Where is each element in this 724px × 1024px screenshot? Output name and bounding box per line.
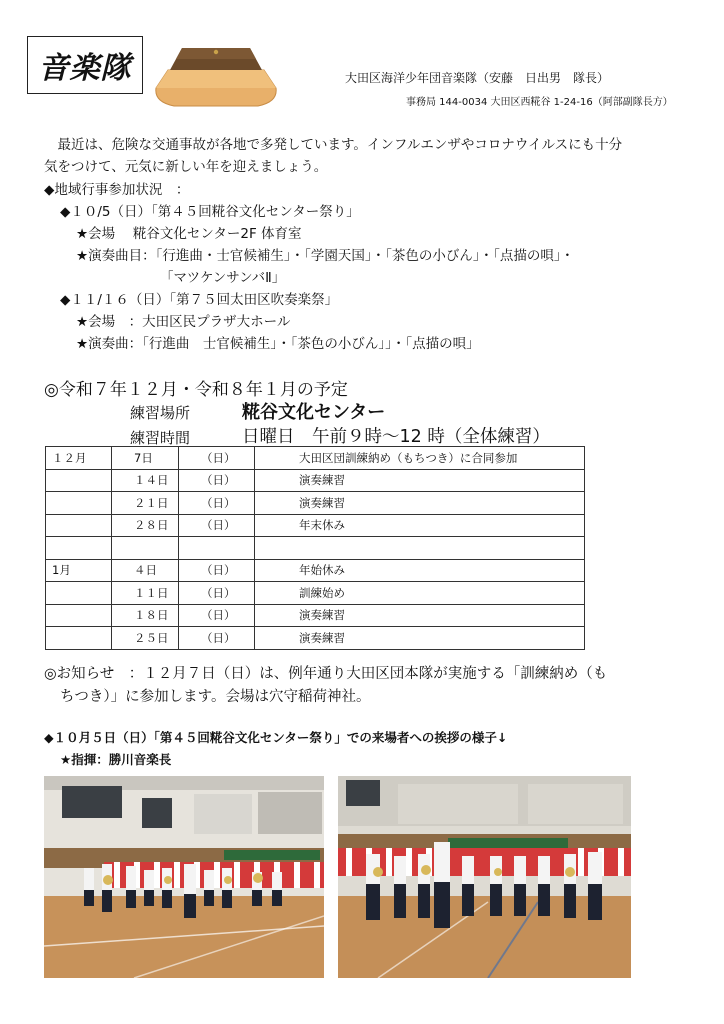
- schedule-weekday: （日）: [179, 492, 255, 515]
- schedule-heading: ◎令和７年１２月・令和８年１月の予定: [44, 380, 348, 400]
- title-box: [27, 36, 143, 94]
- schedule-date: １１日: [112, 582, 179, 605]
- event1-songs-line-2: 「マツケンサンバⅡ」: [160, 270, 286, 286]
- drum-cushion-icon: [152, 40, 280, 112]
- schedule-row: [46, 559, 585, 582]
- schedule-month: [46, 627, 112, 650]
- schedule-note: 演奏練習: [255, 627, 585, 650]
- schedule-weekday: （日）: [179, 559, 255, 582]
- schedule-note: 年末休み: [255, 514, 585, 537]
- office-line: 事務局 144-0034 大田区西糀谷 1-24-16（阿部副隊長方）: [406, 97, 673, 108]
- schedule-weekday: （日）: [179, 604, 255, 627]
- schedule-month: １２月: [46, 447, 112, 470]
- schedule-row: [46, 447, 585, 470]
- schedule-note: 大田区団訓練納め（もちつき）に合同参加: [255, 447, 585, 470]
- schedule-month: [46, 604, 112, 627]
- time-value: 日曜日 午前９時～12 時（全体練習）: [242, 427, 550, 447]
- schedule-weekday: （日）: [179, 469, 255, 492]
- schedule-month: [46, 582, 112, 605]
- notice-line-1: ◎お知らせ ：１２月７日（日）は、例年通り大田区団本隊が実施する「訓練納め（も: [44, 666, 608, 682]
- schedule-month: [46, 492, 112, 515]
- band-photo-right: [338, 776, 631, 978]
- event1-title: ◆１０/5（日）「第４５回糀谷文化センター祭り」: [60, 204, 360, 220]
- schedule-weekday: （日）: [179, 447, 255, 470]
- schedule-date: ２５日: [112, 627, 179, 650]
- intro-line-2: 気をつけて、元気に新しい年を迎えましょう。: [44, 159, 328, 175]
- schedule-note: 年始休み: [255, 559, 585, 582]
- schedule-row: [46, 627, 585, 650]
- schedule-date: ４日: [112, 559, 179, 582]
- band-photo-left: [44, 776, 324, 978]
- schedule-row: [46, 492, 585, 515]
- notice-line-2: ちつき）」に参加します。会場は穴守稲荷神社。: [60, 689, 371, 705]
- place-label: 練習場所: [130, 404, 191, 422]
- time-label: 練習時間: [130, 429, 191, 447]
- schedule-month: 1月: [46, 559, 112, 582]
- schedule-date: [112, 537, 179, 560]
- schedule-month: [46, 537, 112, 560]
- schedule-month: [46, 514, 112, 537]
- schedule-date: 7日: [112, 447, 179, 470]
- event2-title: ◆１１/１６（日）「第７５回太田区吹奏楽祭」: [60, 292, 339, 308]
- schedule-weekday: （日）: [179, 627, 255, 650]
- schedule-date: １８日: [112, 604, 179, 627]
- schedule-row: [46, 469, 585, 492]
- schedule-note: [255, 537, 585, 560]
- schedule-date: １４日: [112, 469, 179, 492]
- org-line: 大田区海洋少年団音楽隊（安藤 日出男 隊長）: [345, 71, 610, 85]
- schedule-note: 訓練始め: [255, 582, 585, 605]
- schedule-month: [46, 469, 112, 492]
- schedule-table: [45, 446, 585, 650]
- schedule-row: [46, 537, 585, 560]
- schedule-row: [46, 604, 585, 627]
- schedule-row: [46, 514, 585, 537]
- event2-songs: ★演奏曲：「行進曲 士官候補生」・「茶色の小びん」」・「点描の唄」: [76, 336, 480, 352]
- place-value: 糀谷文化センター: [242, 402, 386, 423]
- schedule-date: ２１日: [112, 492, 179, 515]
- schedule-note: 演奏練習: [255, 469, 585, 492]
- schedule-date: ２８日: [112, 514, 179, 537]
- schedule-weekday: [179, 537, 255, 560]
- event2-venue: ★会場 ：大田区民プラザ大ホール: [76, 314, 291, 330]
- schedule-weekday: （日）: [179, 514, 255, 537]
- event1-songs-line-1: ★演奏曲目：「行進曲・士官候補生」・「学園天国」・「茶色の小びん」・「点描の唄」・: [76, 248, 575, 264]
- photo-caption: ◆１０月５日（日）「第４５回糀谷文化センター祭り」での来場者への挨拶の様子↓: [44, 730, 508, 745]
- page-title: 音楽隊: [38, 51, 132, 86]
- intro-line-1: 最近は、危険な交通事故が各地で多発しています。インフルエンザやコロナウイルスにも十分: [44, 137, 623, 153]
- schedule-note: 演奏練習: [255, 492, 585, 515]
- activities-heading: ◆地域行事参加状況 ：: [44, 182, 190, 198]
- schedule-weekday: （日）: [179, 582, 255, 605]
- schedule-note: 演奏練習: [255, 604, 585, 627]
- event1-venue: ★会場 糀谷文化センター2F 体育室: [76, 226, 302, 242]
- conductor-line: ★指揮：勝川音楽長: [60, 752, 172, 767]
- schedule-row: [46, 582, 585, 605]
